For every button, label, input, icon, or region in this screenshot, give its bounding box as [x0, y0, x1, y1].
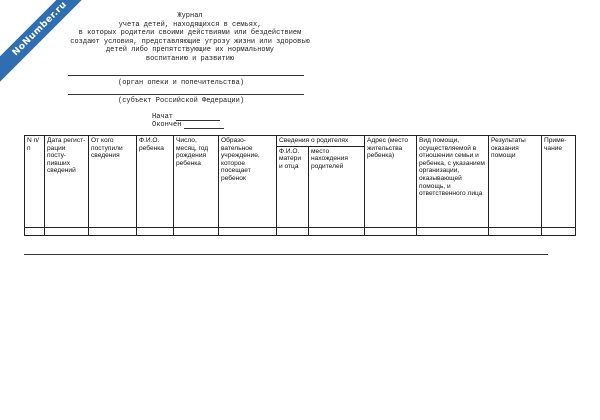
header-num: N п/п [25, 136, 45, 228]
header-notes: Приме-чание [542, 136, 576, 228]
ended-fill-line [184, 128, 224, 129]
title-line: воспитанию и развитию [145, 54, 235, 63]
header-help: Вид помощи, осуществляемой в отношении семьи и ребенка, с указанием организации, оказывающей помощь, и ответственного лица [417, 136, 489, 228]
bottom-rule [24, 254, 548, 255]
table-cell [137, 227, 174, 235]
subject-fill-line [68, 94, 304, 95]
table-cell [174, 227, 219, 235]
table-cell [25, 227, 45, 235]
title-line: детей либо препятствующие их нормальному [105, 46, 275, 55]
table-cell [309, 227, 365, 235]
header-school: Образо-вательное учреждение, которое посещает ребенок [219, 136, 277, 228]
document-title [0, 12, 380, 64]
table-cell [89, 227, 137, 235]
table-cell [542, 227, 576, 235]
title-line: в которых родители своими действиями или бездействием [78, 29, 302, 38]
header-parents-location: место нахождения родителей [309, 146, 365, 227]
organ-fill-line [68, 75, 304, 76]
title-line: учета детей, находящихся в семьях, [118, 20, 262, 29]
ended-label: Окончен [152, 121, 182, 129]
title-line: создают условия, представляющие угрозу жизни или здоровью [70, 37, 310, 46]
table-cell [417, 227, 489, 235]
header-results: Результаты оказания помощи [489, 136, 542, 228]
table-cell [219, 227, 277, 235]
started-fill-line [176, 120, 220, 121]
header-parents-group: Сведения о родителях [277, 136, 365, 147]
header-parents-name: Ф.И.О. матери и отца [277, 146, 309, 227]
header-address: Адрес (место жительства ребенка) [365, 136, 417, 228]
header-date: Дата регист-рации посту-пивших сведений [45, 136, 89, 228]
started-label: Начат [152, 113, 174, 121]
watermark: NoNumber.ru [0, 0, 96, 85]
table-row [25, 227, 576, 235]
table-cell [365, 227, 417, 235]
table-cell [45, 227, 89, 235]
organ-caption: (орган опеки и попечительства) [118, 79, 245, 87]
subject-caption: (субъект Российской Федерации) [118, 97, 245, 105]
table-cell [277, 227, 309, 235]
header-birth-date: Число, месяц, год рождения ребенка [174, 136, 219, 228]
header-child-name: Ф.И.О. ребенка [137, 136, 174, 228]
table-cell [489, 227, 542, 235]
title-line: Журнал [177, 12, 203, 20]
journal-table [24, 135, 576, 236]
header-from-whom: От кого поступили сведения [89, 136, 137, 228]
